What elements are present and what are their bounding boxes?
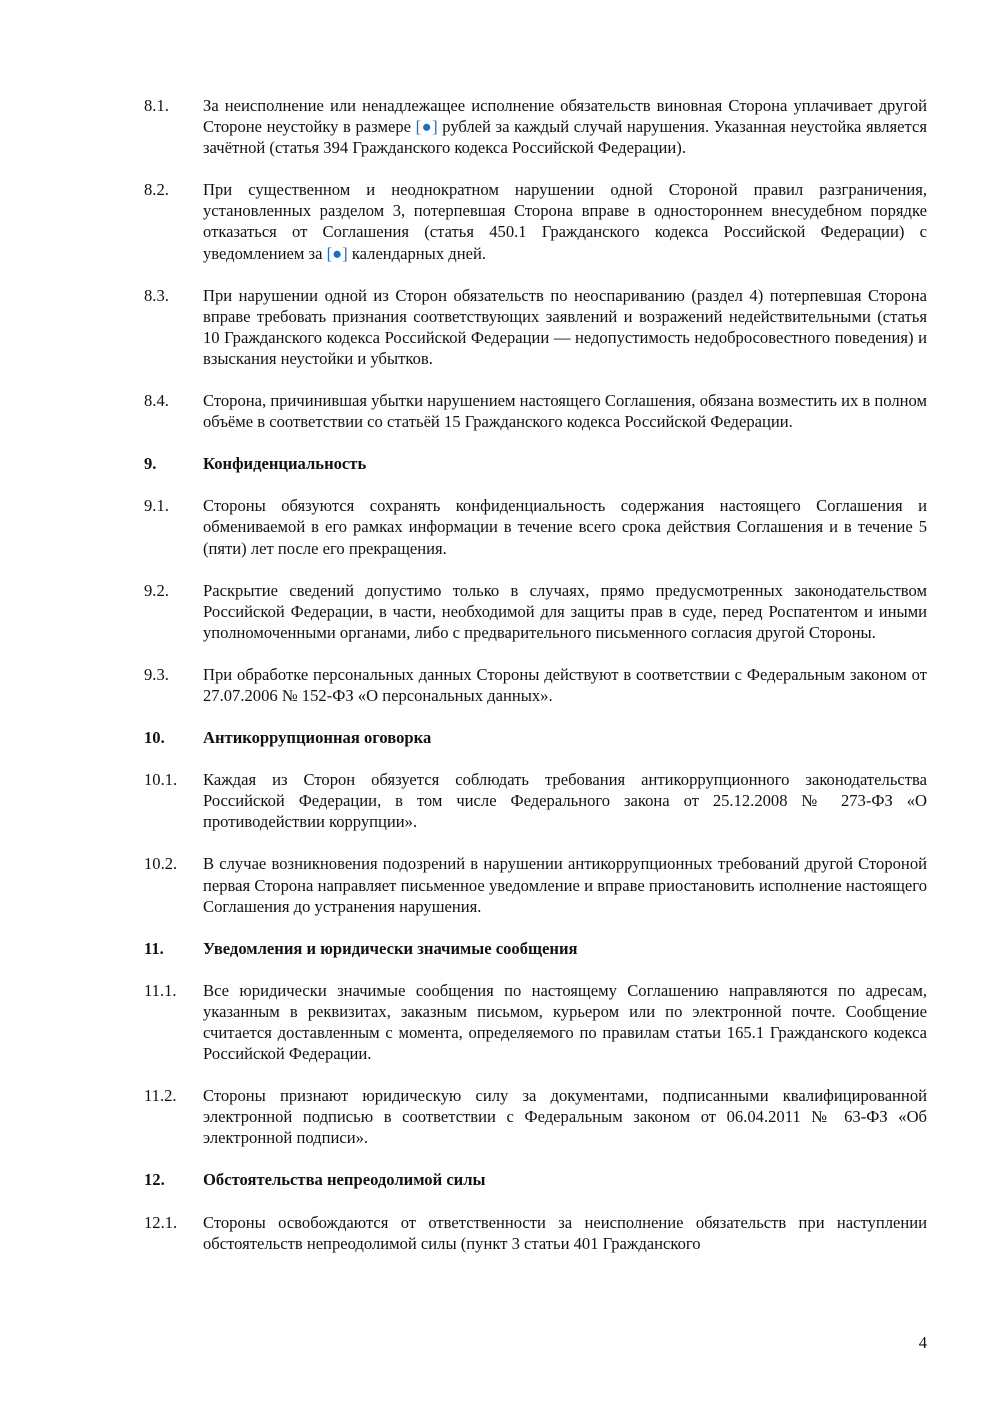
clause-text	[203, 1212, 927, 1254]
text-run: Стороны обязуются сохранять конфиденциальность содержания настоящего Соглашения и обмениваемой в его рамках информации в течение всего срока действия Соглашения и в течение 5 (пяти) лет после его прекращения.	[203, 496, 927, 558]
spacer	[144, 474, 927, 495]
clause	[144, 853, 927, 916]
text-run: За неисполнение или ненадлежащее исполнение обязательств виновная Сторона уплачивает другой Стороне неустойку в размере	[203, 96, 927, 137]
text-run: Все юридически значимые сообщения по настоящему Соглашению направляются по адресам, указанным в реквизитах, заказным письмом, курьером или по электронной почте. Сообщение считается доставленным с момента, определяемого по правилам статьи 165.1 Гражданского кодекса Российской Федерации.	[203, 980, 927, 1064]
clause-number: 9.1.	[144, 496, 169, 516]
section-number: 10.	[144, 728, 165, 748]
text-run: При нарушении одной из Сторон обязательств по неоспариванию (раздел 4) потерпевшая Сторона вправе требовать признания соответствующих заявлений и возражений недействительными (статья 10 Гражданского кодекса Российской Федерации — недопустимость недобросовестного поведения) и взыскания неустойки и убытков.	[203, 285, 927, 368]
spacer	[144, 643, 927, 664]
text-run: В случае возникновения подозрений в нарушении антикоррупционных требований другой Стороной первая Сторона направляет письменное уведомление и вправе приостановить исполнение настоящего Соглашения до устранения нарушения.	[203, 854, 927, 916]
section-number: 9.	[144, 454, 157, 474]
page-number: 4	[918, 1333, 927, 1352]
section-number: 12.	[144, 1170, 165, 1190]
text-run: Каждая из Сторон обязуется соблюдать требования антикоррупционного законодательства Российской Федерации, в том числе Федерального закона от 25.12.2008 № 273-ФЗ «О противодействии коррупции».	[203, 770, 927, 832]
section-title	[203, 1169, 927, 1190]
spacer	[144, 832, 927, 853]
clause-number: 8.1.	[144, 96, 169, 115]
section-title	[203, 938, 927, 959]
spacer	[144, 706, 927, 727]
text-run: календарных дней.	[347, 243, 486, 263]
spacer	[144, 369, 927, 390]
clause	[144, 664, 927, 706]
clause	[144, 769, 927, 832]
section-title	[203, 453, 927, 474]
clause	[144, 390, 927, 432]
clause-number: 8.4.	[144, 391, 169, 411]
spacer	[144, 559, 927, 580]
clause-number: 10.1.	[144, 770, 178, 790]
clause	[144, 285, 927, 369]
placeholder-mark: [●]	[326, 243, 348, 263]
clause	[144, 495, 927, 558]
spacer	[144, 917, 927, 938]
clause	[144, 580, 927, 643]
text-run: Сторона, причинившая убытки нарушением настоящего Соглашения, обязана возместить их в полном объёме в соответствии со статьёй 15 Гражданского кодекса Российской Федерации.	[203, 391, 927, 432]
text-run: Обстоятельства непреодолимой силы	[203, 1170, 486, 1190]
clause	[144, 95, 927, 158]
spacer	[144, 959, 927, 980]
text-run: Раскрытие сведений допустимо только в случаях, прямо предусмотренных законодательством Российской Федерации, в части, необходимой для защиты прав в суде, перед Роспатентом и иными уполномоченными органами, либо с предварительного письменного согласия другой Стороны.	[203, 580, 927, 642]
clause	[144, 179, 927, 263]
clause-number: 8.3.	[144, 285, 169, 305]
clause-text	[203, 285, 927, 369]
spacer	[144, 1064, 927, 1085]
document-body	[144, 95, 927, 1254]
clause-text	[203, 95, 927, 158]
text-run: При существенном и неоднократном нарушении одной Стороной правил разграничения, установленных разделом 3, потерпевшая Сторона вправе в одностороннем внесудебном порядке отказаться от Соглашения (статья 450.1 Гражданского кодекса Российской Федерации) с уведомлением за	[203, 180, 927, 263]
section-heading	[144, 1169, 927, 1190]
clause-number: 9.3.	[144, 664, 169, 684]
text-run: Конфиденциальность	[203, 454, 367, 474]
spacer	[144, 748, 927, 769]
clause	[144, 1212, 927, 1254]
clause-text	[203, 769, 927, 832]
clause-number: 11.2.	[144, 1086, 177, 1106]
text-run: При обработке персональных данных Стороны действуют в соответствии с Федеральным законом от 27.07.2006 № 152-ФЗ «О персональных данных».	[203, 664, 927, 705]
text-run: Стороны освобождаются от ответственности за неисполнение обязательств при наступлении обстоятельств непреодолимой силы (пункт 3 статьи 401 Гражданского	[203, 1212, 927, 1253]
clause-number: 8.2.	[144, 180, 169, 200]
clause-number: 11.1.	[144, 980, 177, 1000]
spacer	[144, 1191, 927, 1212]
clause-text	[203, 179, 927, 263]
section-heading	[144, 727, 927, 748]
text-run: рублей за каждый случай нарушения. Указанная неустойка является зачётной (статья 394 Гражданского кодекса Российской Федерации).	[203, 117, 927, 158]
section-title	[203, 727, 927, 748]
clause-number: 12.1.	[144, 1212, 178, 1232]
clause-text	[203, 390, 927, 432]
clause-text	[203, 664, 927, 706]
clause-text	[203, 495, 927, 558]
text-run: Стороны признают юридическую силу за документами, подписанными квалифицированной электронной подписью в соответствии с Федеральным законом от 06.04.2011 № 63-ФЗ «Об электронной подписи».	[203, 1086, 927, 1148]
section-heading	[144, 453, 927, 474]
clause-number: 9.2.	[144, 580, 169, 600]
clause-text	[203, 980, 927, 1064]
clause	[144, 1085, 927, 1148]
spacer	[144, 432, 927, 453]
spacer	[144, 158, 927, 179]
text-run: Антикоррупционная оговорка	[203, 728, 432, 748]
clause-number: 10.2.	[144, 854, 178, 874]
clause-text	[203, 580, 927, 643]
section-number: 11.	[144, 938, 164, 958]
clause	[144, 980, 927, 1064]
spacer	[144, 264, 927, 285]
placeholder-mark: [●]	[415, 117, 438, 137]
spacer	[144, 1148, 927, 1169]
clause-text	[203, 1085, 927, 1148]
clause-text	[203, 853, 927, 916]
section-heading	[144, 938, 927, 959]
text-run: Уведомления и юридически значимые сообщения	[203, 938, 578, 958]
